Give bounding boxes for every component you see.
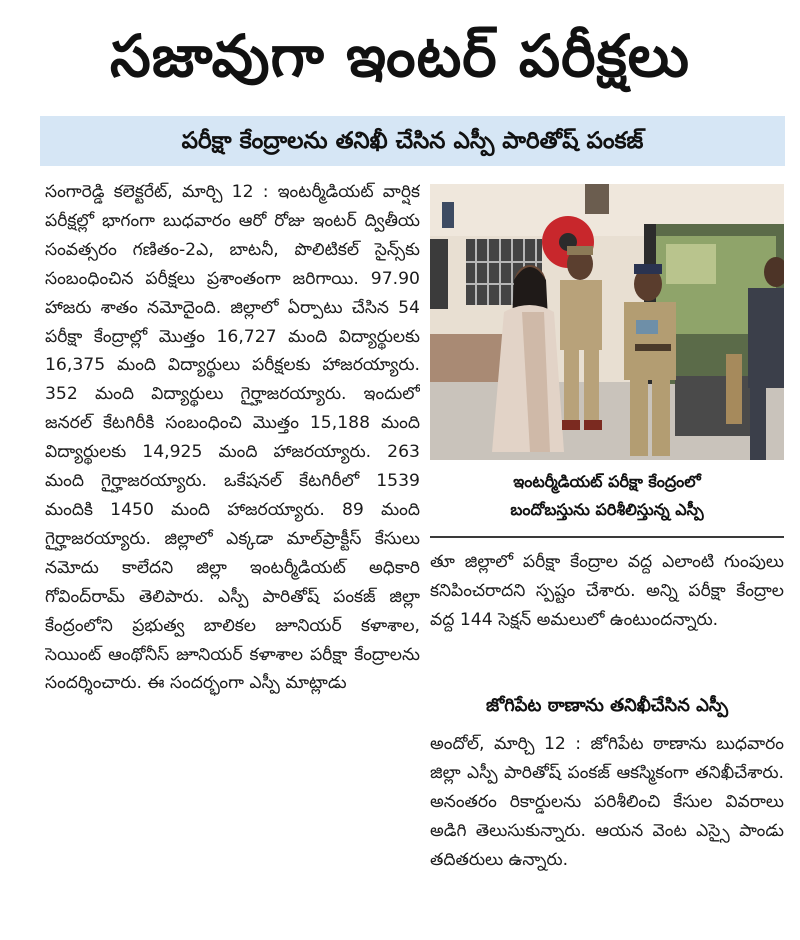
photo-caption-line-1: ఇంటర్మీడియట్ పరీక్షా కేంద్రంలో bbox=[513, 472, 701, 491]
subheadline-banner: పరీక్షా కేంద్రాలను తనిఖీ చేసిన ఎస్పీ పారితోష్ పంకజ్ bbox=[40, 116, 785, 166]
side-story-headline: జోగిపేట ఠాణాను తనిఖీచేసిన ఎస్పీ bbox=[485, 695, 729, 716]
photo-caption-line-2: బందోబస్తును పరిశీలిస్తున్న ఎస్పీ bbox=[510, 500, 704, 519]
caption-divider bbox=[430, 536, 784, 538]
article-body-left-column: సంగారెడ్డి కలెక్టరేట్, మార్చి 12 : ఇంటర్మీడియట్ వార్షిక పరీక్షల్లో భాగంగా బుధవారం ఆరో రోజు ఇంటర్ ద్వితీయ సంవత్సరం గణితం-2ఎ, బాటనీ, పొలిటికల్ సైన్స్‌కు సంబంధించిన పరీక్షలు ప్రశాంతంగా జరిగాయి. 97.90 హాజరు శాతం నమోదైంది. జిల్లాలో ఏర్పాటు చేసిన 54 పరీక్షా కేంద్రాల్లో మొత్తం 16,727 మంది విద్యార్థులకు 16,375 మంది విద్యార్థులు పరీక్షలకు హాజరయ్యారు. 352 మంది విద్యార్థులు గైర్హాజరయ్యారు. ఇందులో జనరల్ కేటగిరీకి సంబంధించి మొత్తం 15,188 మంది విద్యార్థులకు 14,925 మంది హాజరయ్యారు. 263 మంది గైర్హాజరయ్యారు. ఒకేషనల్ కేటగిరీలో 1539 మందికి 1450 మంది హాజరయ్యారు. 89 మంది గైర్హాజరయ్యారు. జిల్లాలో ఎక్కడా మాల్‌ప్రాక్టీస్ కేసులు నమోదు కాలేదని జిల్లా ఇంటర్మీడియట్ అధికారి గోవింద్‌రామ్ తెలిపారు. ఎస్పీ పారితోష్ పంకజ్ జిల్లా కేంద్రంలోని ప్రభుత్వ బాలికల జూనియర్ కళాశాల, సెయింట్ ఆంథోనీస్ జూనియర్ కళాశాల పరీక్షా కేంద్రాలను సందర్శించారు. ఈ సందర్భంగా ఎస్పీ మాట్లాడు bbox=[45, 182, 420, 694]
headline: సజావుగా ఇంటర్ పరీక్షలు bbox=[110, 22, 690, 90]
news-photo bbox=[430, 184, 784, 460]
photo-caption bbox=[430, 468, 784, 530]
side-story-body: అందోల్, మార్చి 12 : జోగిపేట ఠాణాను బుధవారం జిల్లా ఎస్పీ పారితోష్ పంకజ్ ఆకస్మికంగా తనిఖీచేశారు. అనంతరం రికార్డులను పరిశీలించి కేసుల వివరాలు అడిగి తెలుసుకున్నారు. ఆయన వెంట ఎస్సై పాండు తదితరులు ఉన్నారు. bbox=[430, 734, 784, 870]
article-body-right-continuation: తూ జిల్లాలో పరీక్షా కేంద్రాల వద్ద ఎలాంటి గుంపులు కనిపించరాదని స్పష్టం చేశారు. అన్ని పరీక్షా కేంద్రాల వద్ద 144 సెక్షన్ అమలులో ఉంటుందన్నారు. bbox=[430, 552, 784, 630]
